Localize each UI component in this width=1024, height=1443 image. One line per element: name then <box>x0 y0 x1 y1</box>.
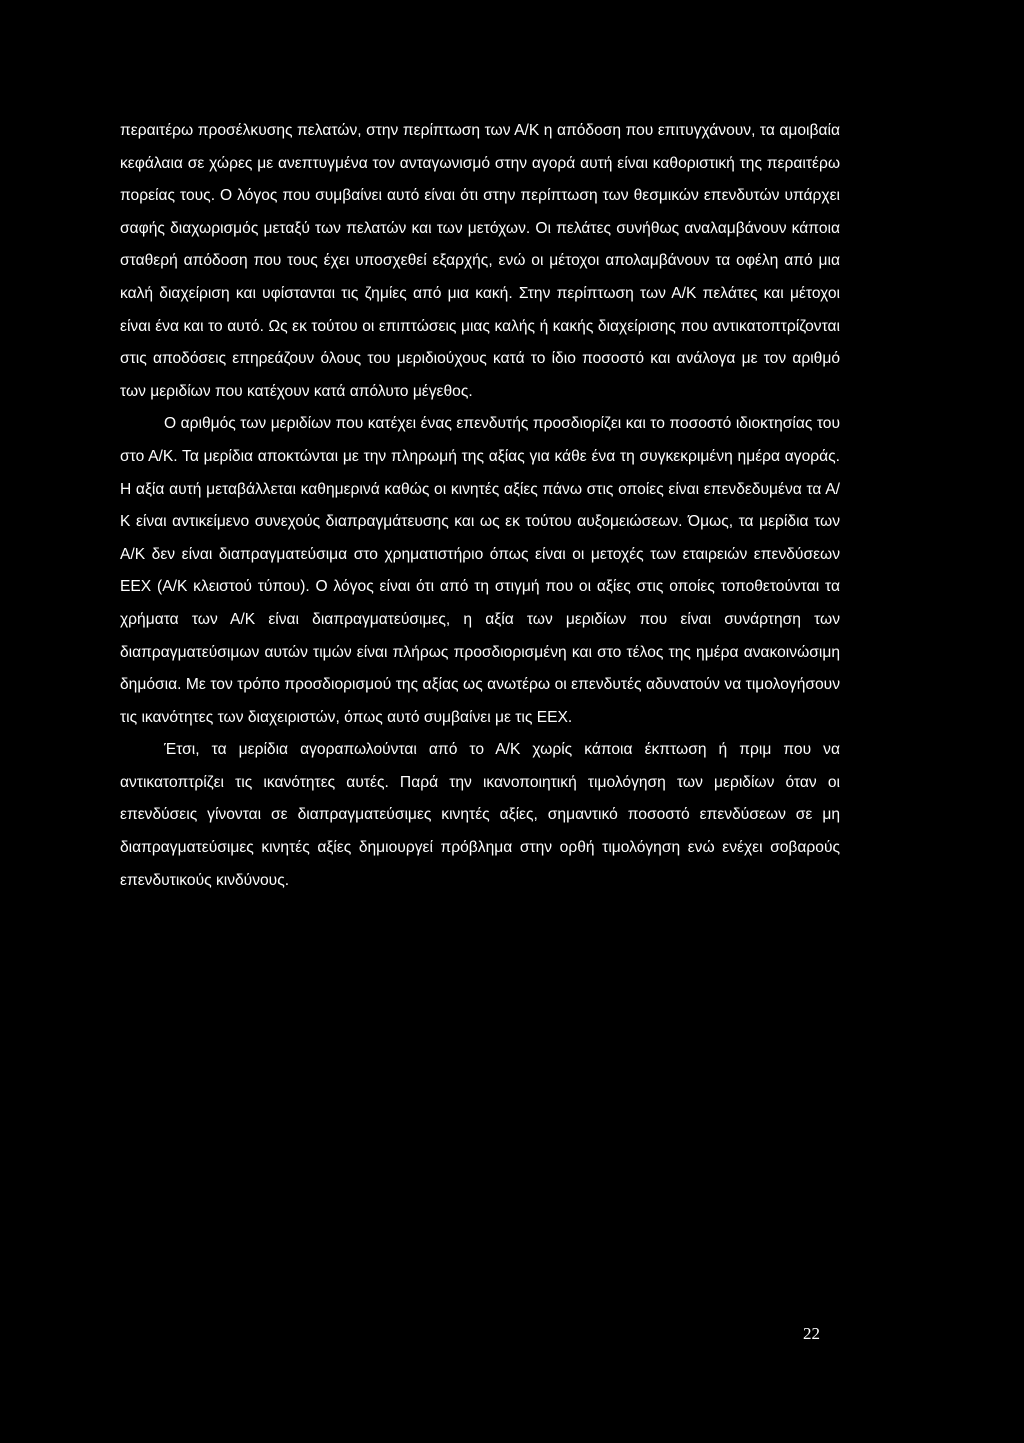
paragraph-3: Έτσι, τα μερίδια αγοραπωλούνται από το Α/Κ χωρίς κάποια έκπτωση ή πριμ που να αντικατοπτρίζει τις ικανότητες αυτές. Παρά την ικανοποιητική τιμολόγηση των μεριδίων όταν οι επενδύσεις γίνονται σε διαπραγματεύσιμες κινητές αξίες, σημαντικό ποσοστό επενδύσεων σε μη διαπραγματεύσιμες κινητές αξίες δημιουργεί πρόβλημα στην ορθή τιμολόγηση ενώ ενέχει σοβαρούς επενδυτικούς κινδύνους. <box>120 741 840 889</box>
paragraph-1: περαιτέρω προσέλκυσης πελατών, στην περίπτωση των Α/Κ η απόδοση που επιτυγχάνουν, τα αμοιβαία κεφάλαια σε χώρες με ανεπτυγμένα τον ανταγωνισμό στην αγορά αυτή είναι καθοριστική της περαιτέρω πορείας τους. Ο λόγος που συμβαίνει αυτό είναι ότι στην περίπτωση των θεσμικών επενδυτών υπάρχει σαφής διαχωρισμός μεταξύ των πελατών και των μετόχων. Οι πελάτες συνήθως αναλαμβάνουν κάποια σταθερή απόδοση που τους έχει υποσχεθεί εξαρχής, ενώ οι μέτοχοι απολαμβάνουν τα οφέλη από μια καλή διαχείριση και υφίστανται τις ζημίες από μια κακή. Στην περίπτωση των Α/Κ πελάτες και μέτοχοι είναι ένα και το αυτό. Ως εκ τούτου οι επιπτώσεις μιας καλής ή κακής διαχείρισης που αντικατοπτρίζονται στις αποδόσεις επηρεάζουν όλους του μεριδιούχους κατά το ίδιο ποσοστό και ανάλογα με τον αριθμό των μεριδίων που κατέχουν κατά απόλυτο μέγεθος. <box>120 122 840 400</box>
paragraph-2: Ο αριθμός των μεριδίων που κατέχει ένας επενδυτής προσδιορίζει και το ποσοστό ιδιοκτησίας του στο Α/Κ. Τα μερίδια αποκτώνται με την πληρωμή της αξίας για κάθε ένα τη συγκεκριμένη ημέρα αγοράς. Η αξία αυτή μεταβάλλεται καθημερινά καθώς οι κινητές αξίες πάνω στις οποίες είναι επενδεδυμένα τα Α/Κ είναι αντικείμενο συνεχούς διαπραγμάτευσης και ως εκ τούτου αυξομειώσεων. Όμως, τα μερίδια των Α/Κ δεν είναι διαπραγματεύσιμα στο χρηματιστήριο όπως είναι οι μετοχές των εταιρειών επενδύσεων ΕΕΧ (Α/Κ κλειστού τύπου). Ο λόγος είναι ότι από τη στιγμή που οι αξίες στις οποίες τοποθετούνται τα χρήματα των Α/Κ είναι διαπραγματεύσιμες, η αξία των μεριδίων που είναι συνάρτηση των διαπραγματεύσιμων αυτών τιμών είναι πλήρως προσδιορισμένη και στο τέλος της ημέρα ανακοινώσιμη δημόσια. Με τον τρόπο προσδιορισμού της αξίας ως ανωτέρω οι επενδυτές αδυνατούν να τιμολογήσουν τις ικανότητες των διαχειριστών, όπως αυτό συμβαίνει με τις ΕΕΧ. <box>120 415 840 726</box>
page-number: 22 <box>803 1324 820 1343</box>
body-text <box>120 115 840 897</box>
